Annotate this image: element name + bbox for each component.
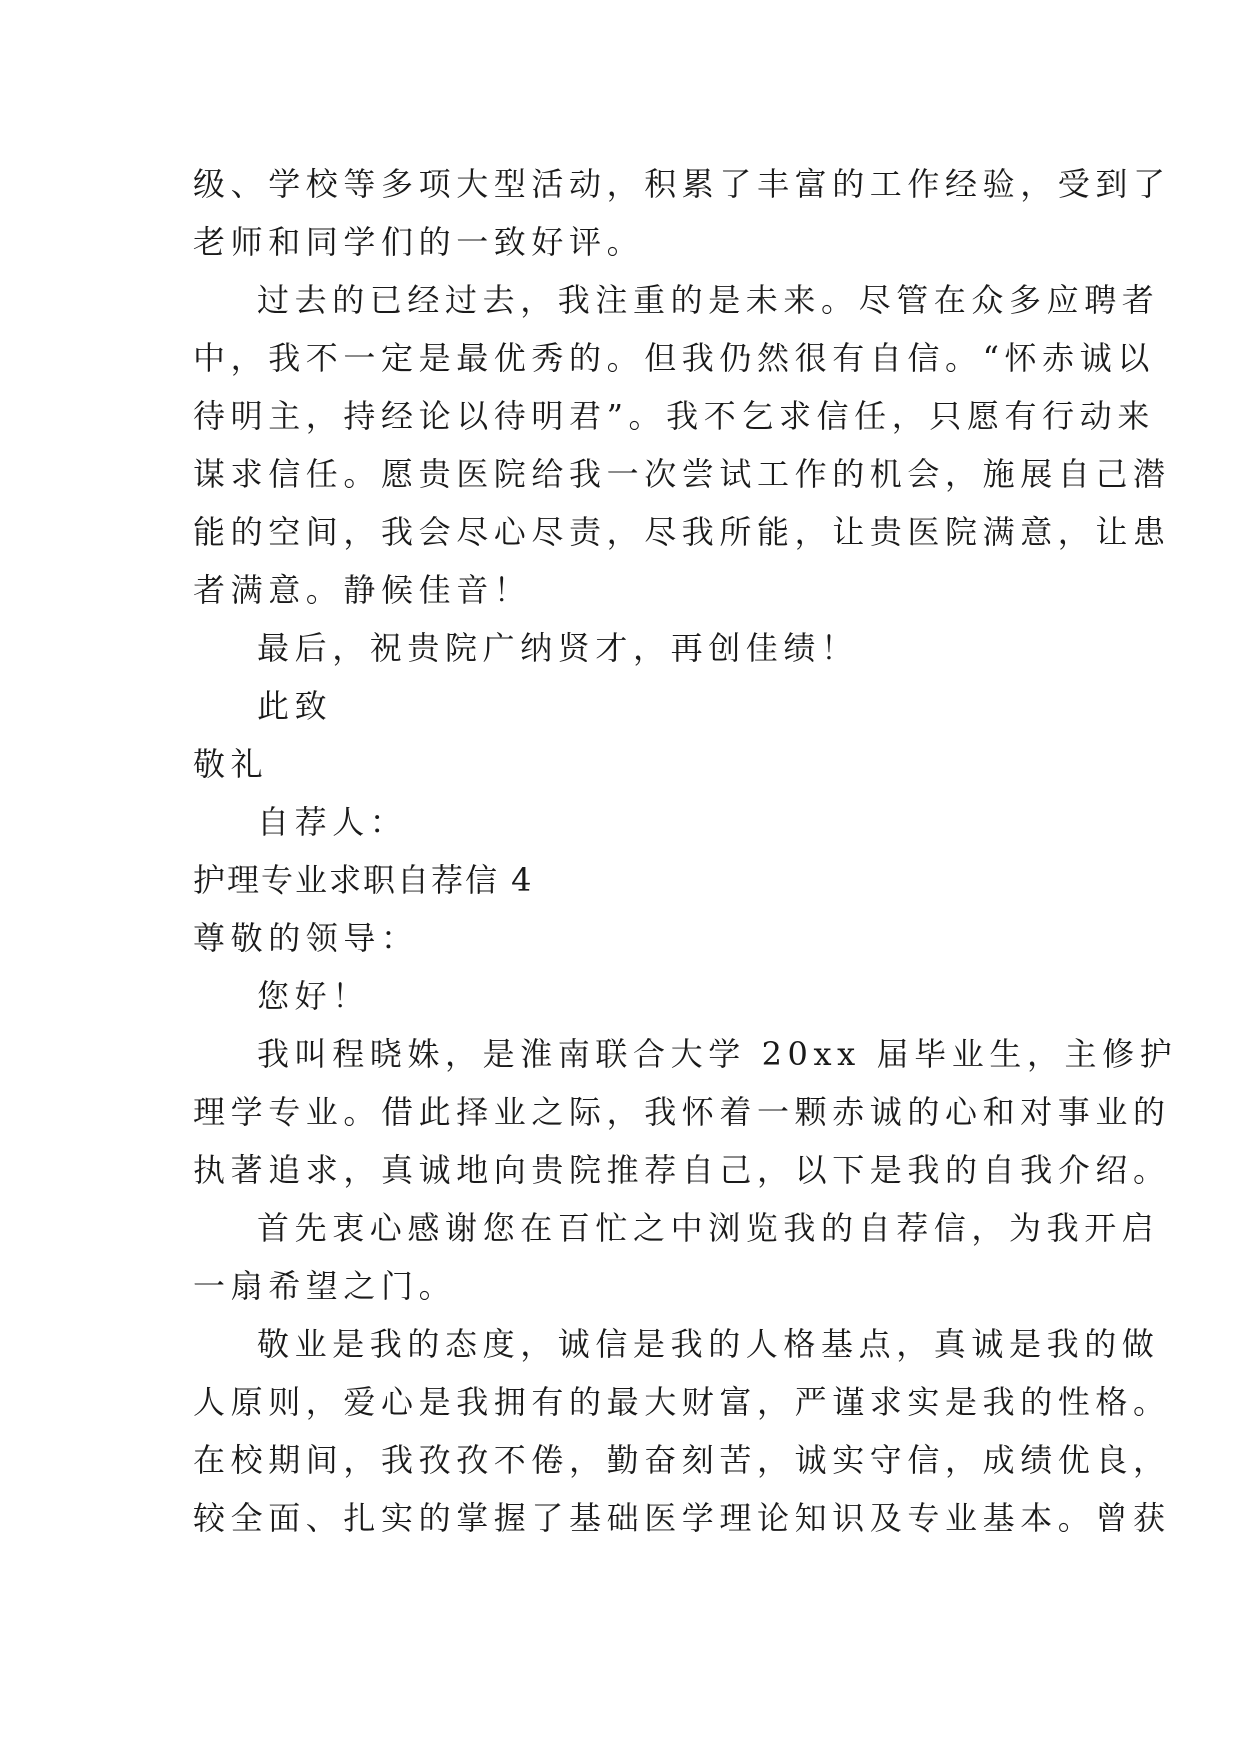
body-text-line: 者满意。静候佳音！ — [193, 571, 532, 609]
body-text-line: 谋求信任。愿贵医院给我一次尝试工作的机会，施展自己潜 — [193, 455, 1171, 493]
body-text-line: 较全面、扎实的掌握了基础医学理论知识及专业基本。曾获 — [193, 1499, 1171, 1537]
body-text-line: 中，我不一定是最优秀的。但我仍然很有自信。“怀赤诚以 — [193, 339, 1155, 377]
body-text-line: 在校期间，我孜孜不倦，勤奋刻苦，诚实守信，成绩优良， — [193, 1441, 1171, 1479]
salutation-close: 此致 — [257, 687, 333, 725]
closing-wish: 最后，祝贵院广纳贤才，再创佳绩！ — [257, 629, 859, 667]
body-text-line: 人原则，爱心是我拥有的最大财富，严谨求实是我的性格。 — [193, 1383, 1171, 1421]
body-text-line: 待明主，持经论以待明君”。我不乞求信任，只愿有行动来 — [193, 397, 1155, 435]
paragraph-first-line: 过去的已经过去，我注重的是未来。尽管在众多应聘者 — [257, 281, 1160, 319]
body-text-line: 能的空间，我会尽心尽责，尽我所能，让贵医院满意，让患 — [193, 513, 1171, 551]
paragraph-first-line: 敬业是我的态度，诚信是我的人格基点，真诚是我的做 — [257, 1325, 1160, 1363]
body-text-line: 级、学校等多项大型活动，积累了丰富的工作经验，受到了 — [193, 165, 1171, 203]
signature-label: 自荐人： — [257, 803, 408, 841]
greeting: 您好！ — [257, 977, 370, 1015]
salutation-regards: 敬礼 — [193, 745, 269, 783]
section-title: 护理专业求职自荐信 4 — [193, 861, 534, 899]
body-text-line: 一扇希望之门。 — [193, 1267, 457, 1305]
body-text-line: 老师和同学们的一致好评。 — [193, 223, 645, 261]
body-text-line: 执著追求，真诚地向贵院推荐自己，以下是我的自我介绍。 — [193, 1151, 1171, 1189]
paragraph-first-line: 我叫程晓姝，是淮南联合大学 20xx 届毕业生，主修护 — [257, 1035, 1178, 1073]
paragraph-first-line: 首先衷心感谢您在百忙之中浏览我的自荐信，为我开启 — [257, 1209, 1160, 1247]
greeting-recipient: 尊敬的领导： — [193, 919, 419, 957]
body-text-line: 理学专业。借此择业之际，我怀着一颗赤诚的心和对事业的 — [193, 1093, 1171, 1131]
